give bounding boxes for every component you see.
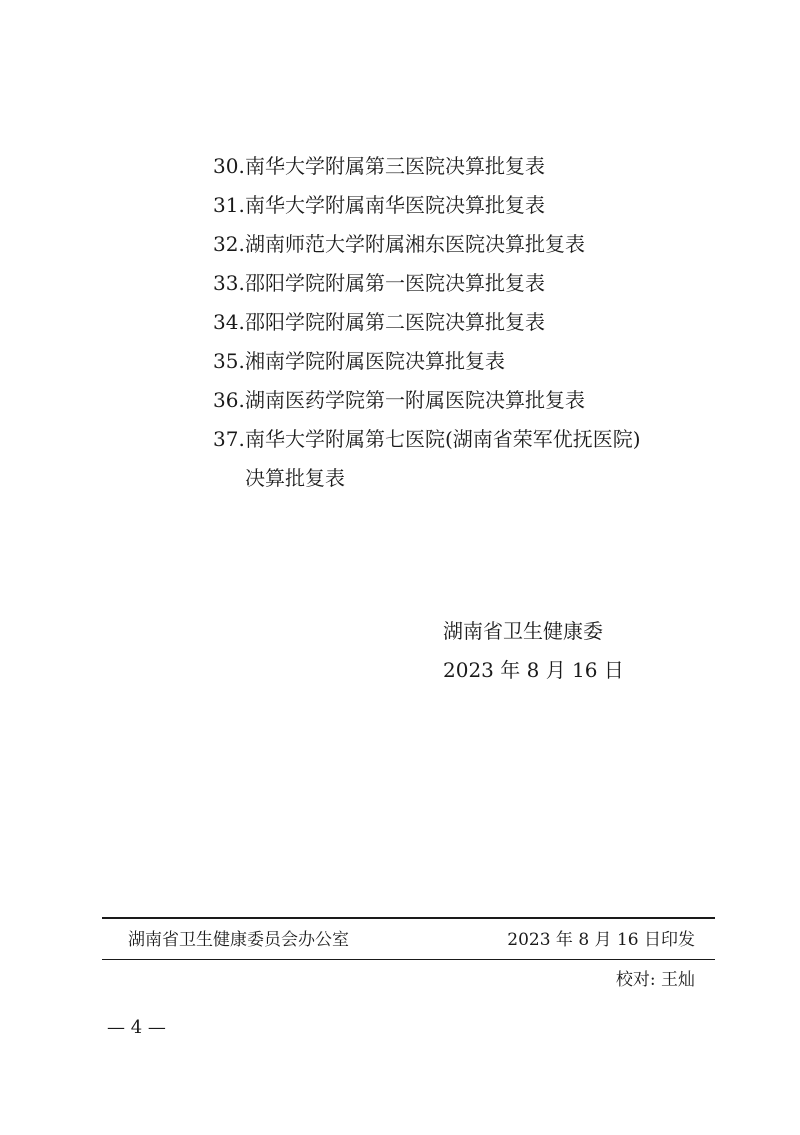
- document-list: [213, 147, 641, 498]
- item-number: 34.: [213, 310, 245, 334]
- signature-block: [443, 612, 624, 690]
- list-item: [213, 303, 641, 342]
- item-number: 30.: [213, 154, 245, 178]
- list-item: [213, 420, 641, 498]
- item-number: 33.: [213, 271, 245, 295]
- list-item: [213, 147, 641, 186]
- footer-proofreader: 校对: 王灿: [615, 970, 695, 990]
- list-item: [213, 225, 641, 264]
- item-number: 31.: [213, 193, 245, 217]
- signature-org: 湖南省卫生健康委: [443, 619, 603, 643]
- item-text: 南华大学附属第七医院(湖南省荣军优抚医院): [245, 427, 641, 451]
- footer-issue-date: 2023 年 8 月 16 日印发: [507, 930, 695, 950]
- item-text: 湖南医药学院第一附属医院决算批复表: [245, 388, 585, 412]
- list-item: [213, 381, 641, 420]
- item-text: 湘南学院附属医院决算批复表: [245, 349, 505, 373]
- list-item: [213, 342, 641, 381]
- item-text: 南华大学附属第三医院决算批复表: [245, 154, 545, 178]
- page-number: — 4 —: [107, 1017, 166, 1038]
- signature-date: 2023 年 8 月 16 日: [443, 658, 624, 682]
- list-item: [213, 264, 641, 303]
- item-text: 南华大学附属南华医院决算批复表: [245, 193, 545, 217]
- item-text-continuation: 决算批复表: [245, 466, 345, 490]
- footer-top-rule: [102, 917, 715, 919]
- footer-bottom-rule: [102, 959, 715, 960]
- item-text: 邵阳学院附属第一医院决算批复表: [245, 271, 545, 295]
- item-text: 湖南师范大学附属湘东医院决算批复表: [245, 232, 585, 256]
- item-number: 35.: [213, 349, 245, 373]
- list-item: [213, 186, 641, 225]
- item-number: 32.: [213, 232, 245, 256]
- item-text: 邵阳学院附属第二医院决算批复表: [245, 310, 545, 334]
- item-number: 37.: [213, 427, 245, 451]
- item-number: 36.: [213, 388, 245, 412]
- footer-issuer: 湖南省卫生健康委员会办公室: [128, 930, 349, 950]
